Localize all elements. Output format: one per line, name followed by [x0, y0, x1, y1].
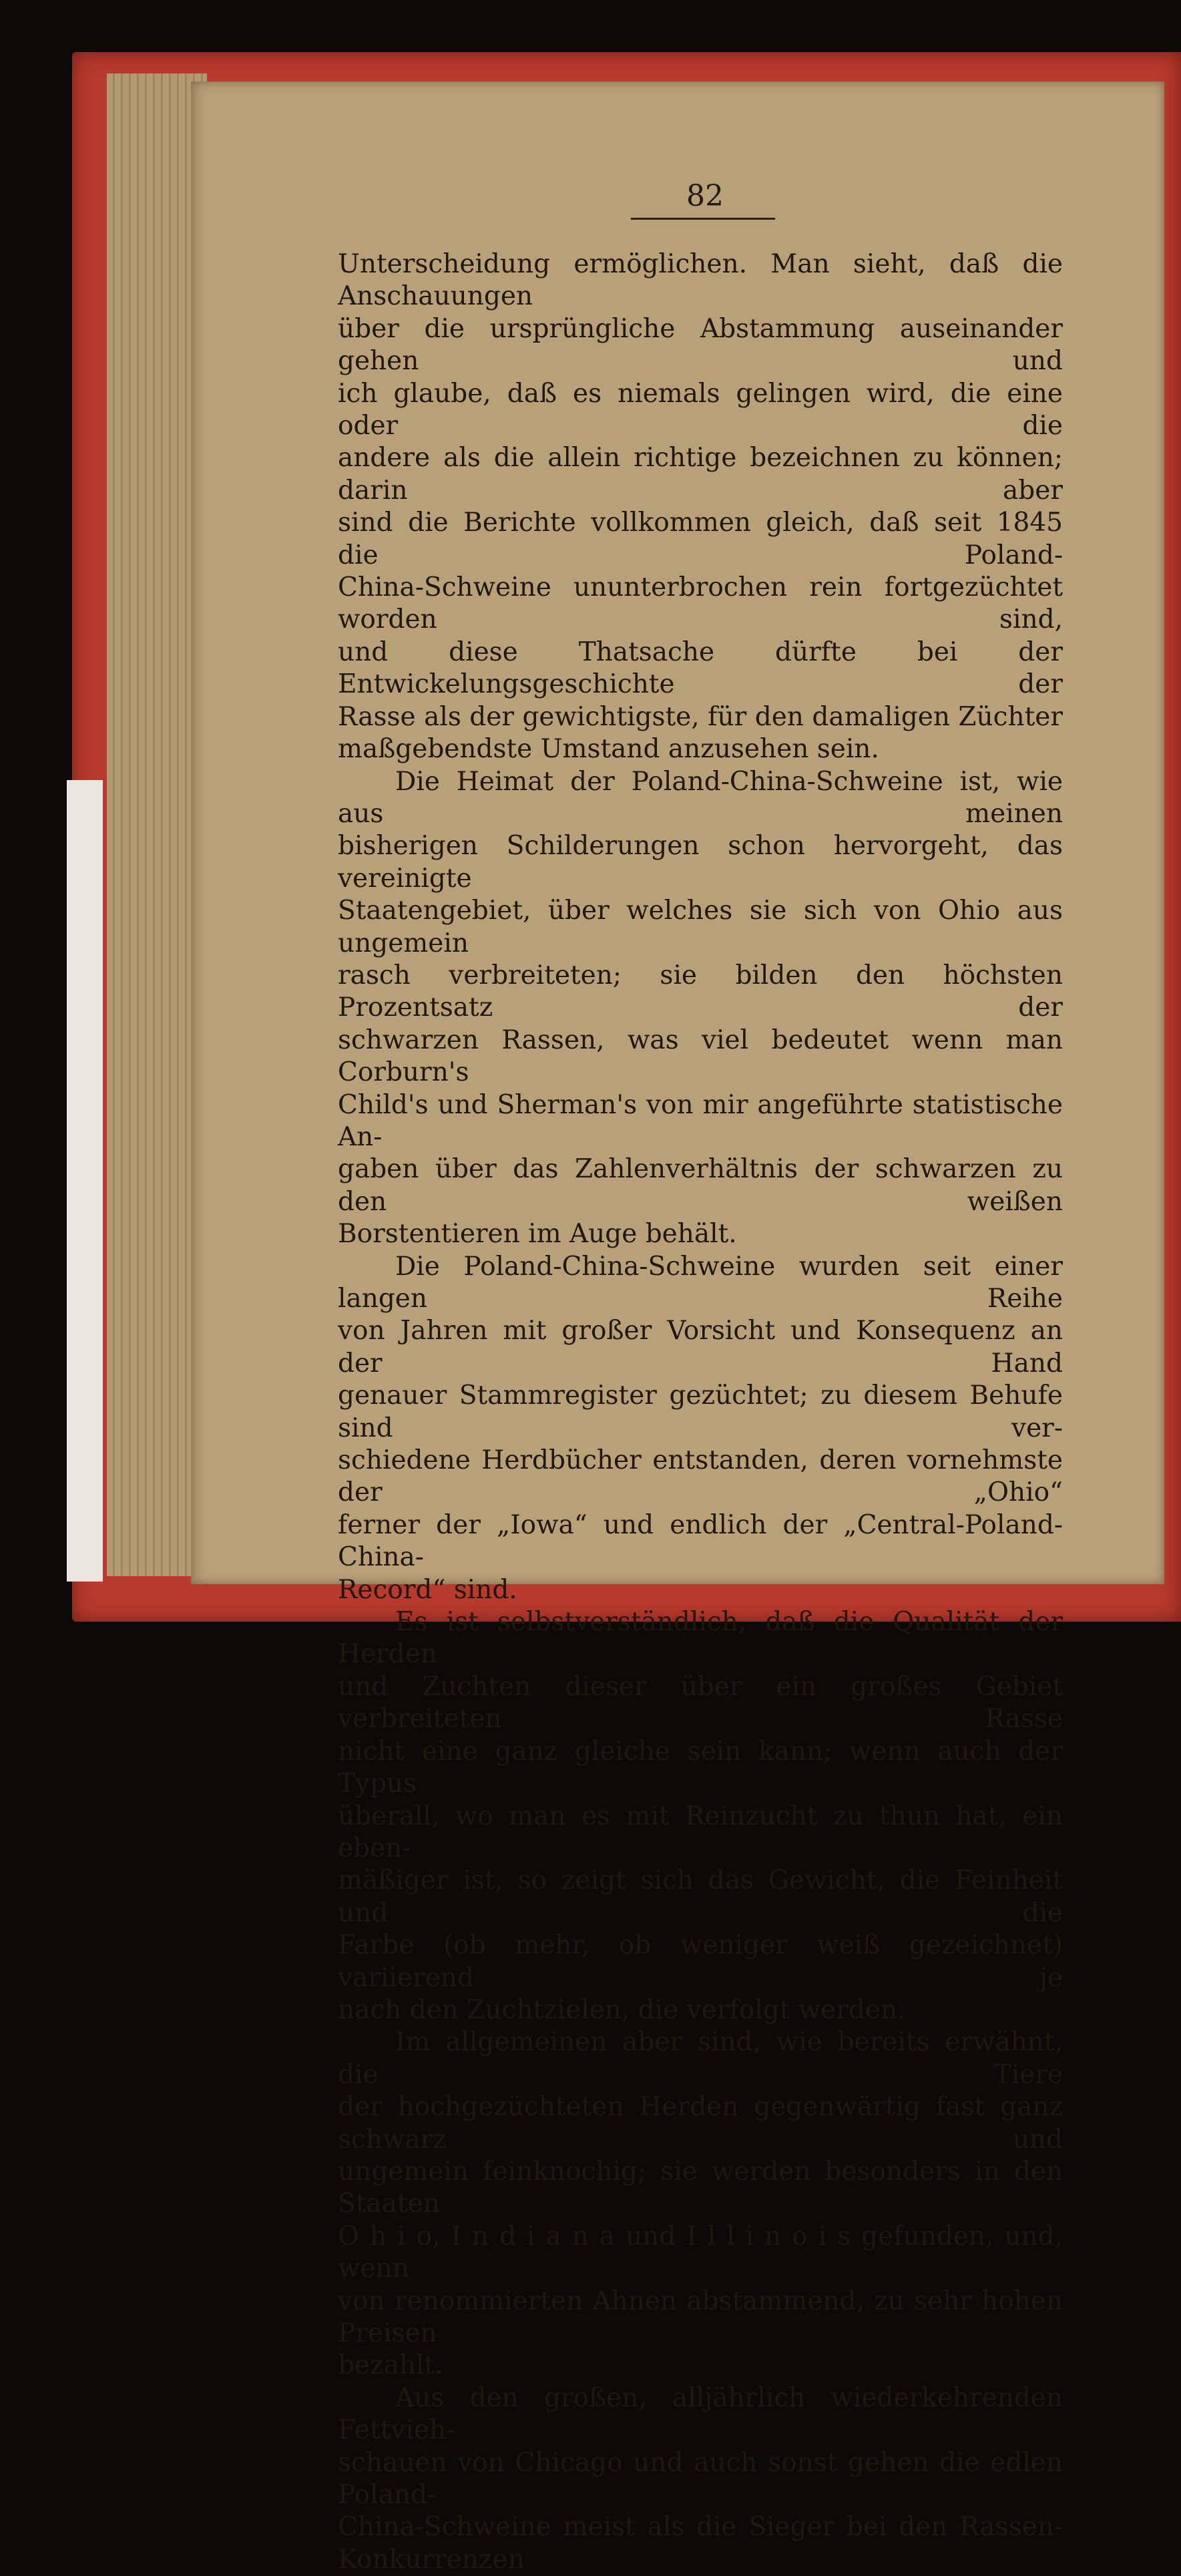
text-line: andere als die allein richtige bezeichnen zu können; darin aber — [338, 443, 1063, 506]
paper-strip — [67, 780, 103, 1582]
text-line: mäßiger ist, so zeigt sich das Gewicht, die Feinheit und die — [338, 1865, 1063, 1928]
text-line: schiedene Herdbücher entstanden, deren vornehmste der „Ohio“ — [338, 1445, 1063, 1508]
text-line: Child's und Sherman's von mir angeführte statistische An- — [338, 1089, 1063, 1152]
text-line: Borstentieren im Auge behält. — [338, 1219, 737, 1250]
text-line: und diese Thatsache dürfte bei der Entwickelungsgeschichte der — [338, 636, 1063, 700]
text-line: Unterscheidung ermöglichen. Man sieht, daß die Anschauungen — [338, 249, 1063, 312]
text-line: Rasse als der gewichtigste, für den damaligen Züchter — [338, 701, 1063, 732]
text-line: bezahlt. — [338, 2350, 443, 2381]
paragraph — [338, 766, 1063, 1251]
text-line: der hochgezüchteten Herden gegenwärtig fast ganz schwarz und — [338, 2092, 1063, 2155]
text-line: O h i o, I n d i a n a und I l l i n o i s gefunden, und, wenn — [338, 2221, 1063, 2284]
paragraph — [338, 1251, 1063, 1606]
text-line: nicht eine ganz gleiche sein kann; wenn auch der Typus — [338, 1736, 1063, 1799]
text-line: ferner der „Iowa“ und endlich der „Central-Poland-China- — [338, 1509, 1063, 1573]
text-line: ungemein feinknochig; sie werden besonders in den Staaten — [338, 2156, 1063, 2219]
text-line: bisherigen Schilderungen schon hervorgeht, das vereinigte — [338, 831, 1063, 894]
page-number: 82 — [686, 179, 724, 213]
text-line: Die Heimat der Poland-China-Schweine ist, wie aus meinen — [338, 766, 1063, 829]
text-line: Im allgemeinen aber sind, wie bereits erwähnt, die Tiere — [338, 2027, 1063, 2090]
text-line: schwarzen Rassen, was viel bedeutet wenn man Corburn's — [338, 1025, 1063, 1088]
text-line: gaben über das Zahlenverhältnis der schwarzen zu den weißen — [338, 1154, 1063, 1217]
text-line: Staatengebiet, über welches sie sich von Ohio aus ungemein — [338, 896, 1063, 958]
text-line: Aus den großen, alljährlich wiederkehrenden Fettvieh- — [338, 2382, 1063, 2446]
text-line: über die ursprüngliche Abstammung auseinander gehen und — [338, 313, 1063, 377]
text-line: von Jahren mit großer Vorsicht und Konsequenz an der Hand — [338, 1316, 1063, 1378]
text-line: überall, wo man es mit Reinzucht zu thun hat, ein eben- — [338, 1801, 1063, 1863]
paragraph — [338, 2382, 1063, 2576]
text-line: Farbe (ob mehr, ob weniger weiß gezeichnet) variierend je — [338, 1930, 1063, 1993]
text-line: China-Schweine meist als die Sieger bei den Rassen-Konkurrenzen — [338, 2512, 1063, 2575]
paragraph — [338, 2026, 1063, 2382]
text-line: genauer Stammregister gezüchtet; zu diesem Behufe sind ver- — [338, 1381, 1063, 1443]
text-line: Es ist selbstverständlich, daß die Qualität der Herden — [338, 1607, 1063, 1670]
paragraph — [338, 248, 1063, 766]
text-line: nach den Zuchtzielen, die verfolgt werden. — [338, 1994, 906, 2025]
text-line: und Zuchten dieser über ein großes Gebiet verbreiteten Rasse — [338, 1671, 1063, 1734]
text-line: ich glaube, daß es niemals gelingen wird, die eine oder die — [338, 378, 1063, 441]
text-line: Record“ sind. — [338, 1574, 517, 1605]
body-text — [338, 248, 1063, 2576]
page-number-rule — [631, 218, 775, 220]
text-line: China-Schweine ununterbrochen rein fortgezüchtet worden sind, — [338, 572, 1063, 635]
text-line: Die Poland-China-Schweine wurden seit einer langen Reihe — [338, 1251, 1063, 1314]
text-line: rasch verbreiteten; sie bilden den höchsten Prozentsatz der — [338, 960, 1063, 1023]
text-line: von renommierten Ahnen abstammend, zu sehr hohen Preisen — [338, 2285, 1063, 2348]
text-line: sind die Berichte vollkommen gleich, daß seit 1845 die Poland- — [338, 508, 1063, 570]
text-line: schauen von Chicago und auch sonst gehen die edlen Poland- — [338, 2447, 1063, 2511]
text-line: maßgebendste Umstand anzusehen sein. — [338, 734, 879, 765]
paragraph — [338, 1606, 1063, 2026]
